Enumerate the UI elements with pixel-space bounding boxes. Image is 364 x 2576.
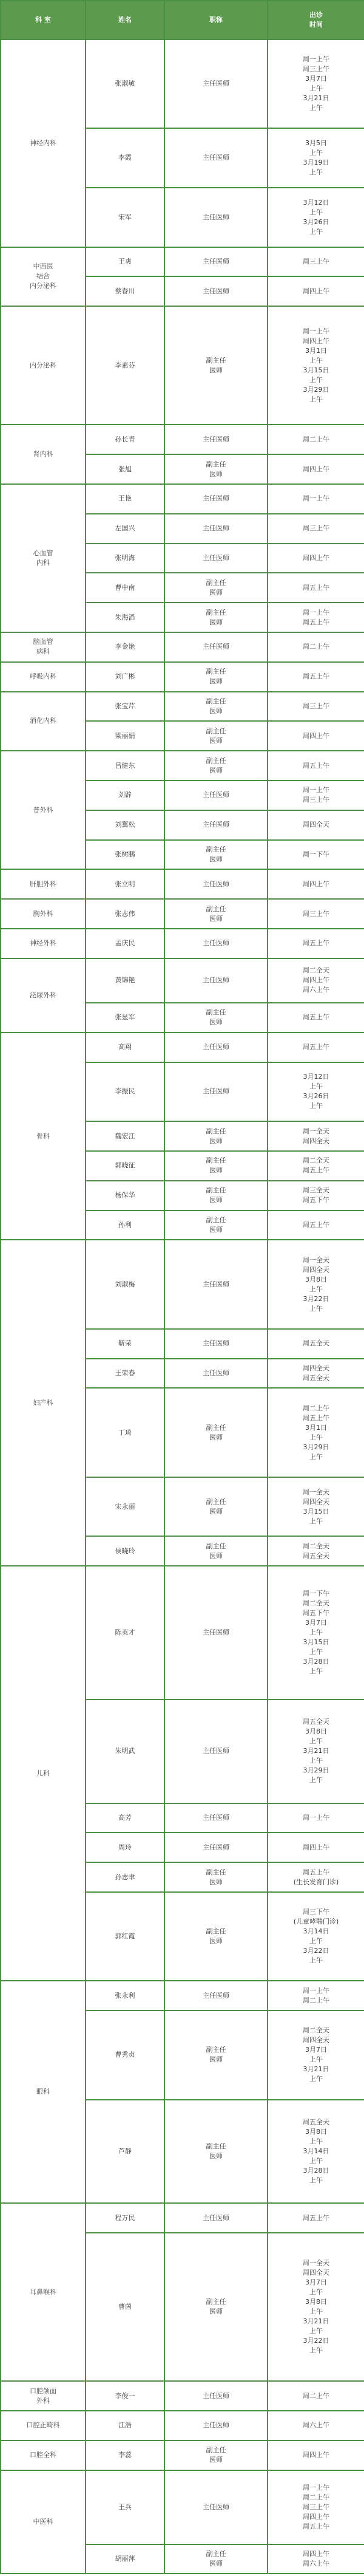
table-row [1,2441,364,2470]
doctor-title-cell: 副主任 医师 [164,1892,268,1981]
department-cell: 胸外科 [1,899,86,929]
clinic-time-cell: 周三上午 [268,514,364,544]
doctor-title-cell: 副主任 医师 [164,662,268,692]
clinic-time-cell: 周三上午 [268,899,364,929]
department-cell: 肾内科 [1,425,86,484]
department-cell: 骨科 [1,1033,86,1240]
doctor-name-cell: 刘淑梅 [86,1240,164,1328]
clinic-time-cell: 周一上午 [268,1803,364,1833]
doctor-name-cell: 宋军 [86,188,164,247]
doctor-name-cell: 张宝芹 [86,692,164,722]
doctor-name-cell: 王艳 [86,484,164,514]
clinic-time-cell: 周一上午 周二上午 周三上午 周四上午 周五上午 [268,2470,364,2544]
department-cell: 眼科 [1,1981,86,2203]
doctor-title-cell: 主任医师 [164,1329,268,1359]
doctor-name-cell: 靳荣 [86,1329,164,1359]
doctor-title-cell: 主任医师 [164,810,268,840]
doctor-name-cell: 刘翼松 [86,810,164,840]
header-time: 出诊 时间 [268,1,364,39]
clinic-time-cell: 周二全天 周四上午 周六上午 [268,958,364,1003]
table-header-row [1,1,364,39]
doctor-title-cell: 副主任 医师 [164,306,268,425]
doctor-name-cell: 曹茵 [86,2233,164,2381]
table-row [1,306,364,425]
doctor-name-cell: 李俊一 [86,2381,164,2411]
doctor-name-cell: 高芳 [86,1803,164,1833]
clinic-time-cell: 周三全天 周五下午 [268,1181,364,1211]
doctor-title-cell: 主任医师 [164,1981,268,2011]
doctor-name-cell: 陈英才 [86,1566,164,1700]
clinic-time-cell: 周四上午 [268,544,364,573]
doctor-title-cell: 主任医师 [164,1240,268,1328]
doctor-name-cell: 张淑敏 [86,39,164,128]
doctor-title-cell: 副主任 医师 [164,1536,268,1566]
clinic-time-cell: 周二上午 [268,2381,364,2411]
doctor-name-cell: 宋永丽 [86,1477,164,1537]
doctor-name-cell: 蔡春川 [86,276,164,306]
doctor-title-cell: 副主任 医师 [164,2441,268,2470]
doctor-title-cell: 主任医师 [164,2381,268,2411]
header-dept: 科 室 [1,1,86,39]
doctor-name-cell: 梁丽娟 [86,721,164,751]
clinic-time-cell: 周四上午 周六上午 [268,2544,364,2574]
doctor-title-cell: 主任医师 [164,1033,268,1062]
clinic-time-cell: 周一上午 周五上午 [268,603,364,632]
doctor-name-cell: 杨保华 [86,1181,164,1211]
doctor-name-cell: 朱明武 [86,1700,164,1803]
department-cell: 儿科 [1,1566,86,1981]
clinic-time-cell: 周五上午 [268,1033,364,1062]
doctor-name-cell: 朱海滔 [86,603,164,632]
clinic-time-cell: 周二上午 [268,425,364,454]
doctor-title-cell: 主任医师 [164,1566,268,1700]
table-row [1,2411,364,2441]
doctor-title-cell: 主任医师 [164,425,268,454]
doctor-title-cell: 主任医师 [164,128,268,188]
clinic-time-cell: 周一全天 周四全天 3月15日 上午 [268,1477,364,1537]
doctor-title-cell: 主任医师 [164,1062,268,1122]
clinic-time-cell: 周四全天 周五全天 [268,1359,364,1389]
doctor-name-cell: 魏宏江 [86,1121,164,1151]
doctor-title-cell: 主任医师 [164,781,268,810]
table-row [1,2470,364,2544]
doctor-title-cell: 副主任 医师 [164,1121,268,1151]
doctor-name-cell: 周玲 [86,1833,164,1862]
table-row [1,1240,364,1328]
department-cell: 神经内科 [1,39,86,247]
doctor-title-cell: 主任医师 [164,514,268,544]
clinic-time-cell: 周三上午 [268,247,364,277]
table-row [1,899,364,929]
clinic-time-cell: 周二上午 [268,632,364,662]
doctor-title-cell: 副主任 医师 [164,1477,268,1537]
doctor-title-cell: 主任医师 [164,869,268,899]
doctor-title-cell: 副主任 医师 [164,2011,268,2099]
doctor-name-cell: 李金艳 [86,632,164,662]
clinic-time-cell: 周二全天 周五上午 [268,1151,364,1181]
doctor-title-cell: 副主任 医师 [164,2100,268,2204]
doctor-name-cell: 孙利 [86,1211,164,1240]
clinic-time-cell: 周一上午 周三上午 [268,781,364,810]
table-row [1,692,364,722]
doctor-title-cell: 副主任 医师 [164,692,268,722]
clinic-time-cell: 周一下午 周二全天 周五下午 3月7日 上午 3月15日 上午 3月28日 上午 [268,1566,364,1700]
doctor-title-cell: 副主任 医师 [164,603,268,632]
doctor-title-cell: 主任医师 [164,2203,268,2233]
department-cell: 口腔全科 [1,2441,86,2470]
doctor-name-cell: 孙志聿 [86,1862,164,1892]
table-row [1,1981,364,2011]
clinic-time-cell: 周四上午 [268,276,364,306]
department-cell: 妇产科 [1,1240,86,1566]
doctor-title-cell: 主任医师 [164,632,268,662]
table-row [1,632,364,662]
doctor-name-cell: 孙长青 [86,425,164,454]
header-title: 职称 [164,1,268,39]
clinic-time-cell: 周五全天 3月8日 上午 3月21日 上午 3月29日 上午 [268,1700,364,1803]
doctor-name-cell: 江浩 [86,2411,164,2441]
table-row [1,484,364,514]
doctor-name-cell: 王爽 [86,247,164,277]
table-row [1,958,364,1003]
header-name: 姓名 [86,1,164,39]
doctor-title-cell: 主任医师 [164,276,268,306]
department-cell: 口腔颌面 外科 [1,2381,86,2411]
clinic-time-cell: 周五上午 [268,929,364,958]
department-cell: 呼吸内科 [1,662,86,692]
doctor-title-cell: 副主任 医师 [164,1211,268,1240]
clinic-time-cell: 周二全天 周五全天 [268,1536,364,1566]
doctor-title-cell: 副主任 医师 [164,454,268,484]
table-body [1,39,364,2574]
clinic-time-cell: 周五全天 3月8日 上午 3月14日 上午 3月28日 上午 [268,2100,364,2204]
clinic-time-cell: 周五上午 [268,751,364,781]
doctor-name-cell: 张志伟 [86,899,164,929]
table-row [1,1033,364,1062]
doctor-title-cell: 主任医师 [164,188,268,247]
doctor-title-cell: 主任医师 [164,484,268,514]
department-cell: 中医科 [1,2470,86,2574]
doctor-name-cell: 芦静 [86,2100,164,2204]
table-row [1,425,364,454]
clinic-time-cell: 周四全天 [268,810,364,840]
table-row [1,751,364,781]
table-row [1,929,364,958]
doctor-title-cell: 副主任 医师 [164,1181,268,1211]
clinic-time-cell: 周四上午 [268,1833,364,1862]
department-cell: 心血管 内科 [1,484,86,632]
clinic-time-cell: 周五上午 [268,1211,364,1240]
clinic-time-cell: 周四上午 [268,454,364,484]
table-row [1,869,364,899]
clinic-time-cell: 周一上午 周四上午 3月1日 上午 3月15日 上午 3月29日 上午 [268,306,364,425]
doctor-name-cell: 郭红霞 [86,1892,164,1981]
doctor-name-cell: 李振民 [86,1062,164,1122]
doctor-name-cell: 李蕊 [86,2441,164,2470]
table-row [1,1566,364,1700]
doctor-title-cell: 副主任 医师 [164,1151,268,1181]
doctor-name-cell: 张立明 [86,869,164,899]
clinic-time-cell: 周三下午 (儿童哮喘门诊) 3月14日 上午 3月22日 上午 [268,1892,364,1981]
doctor-name-cell: 左国兴 [86,514,164,544]
doctor-title-cell: 主任医师 [164,544,268,573]
doctor-title-cell: 副主任 医师 [164,1003,268,1033]
clinic-time-cell: 周二上午 周五上午 3月1日 上午 3月29日 上午 [268,1388,364,1477]
department-cell: 耳鼻喉科 [1,2203,86,2381]
doctor-title-cell: 副主任 医师 [164,2544,268,2574]
doctor-title-cell: 副主任 医师 [164,899,268,929]
doctor-title-cell: 主任医师 [164,1803,268,1833]
table-row [1,39,364,128]
doctor-title-cell: 主任医师 [164,2470,268,2544]
doctor-name-cell: 郭晓征 [86,1151,164,1181]
clinic-time-cell: 周一全天 周四全天 3月7日 上午 3月8日 上午 3月21日 上午 3月22日 上午 [268,2233,364,2381]
doctor-name-cell: 侯晓玲 [86,1536,164,1566]
doctor-name-cell: 吕健东 [86,751,164,781]
department-cell: 神经外科 [1,929,86,958]
clinic-time-cell: 周三上午 [268,692,364,722]
doctor-name-cell: 刘广彬 [86,662,164,692]
doctor-title-cell: 主任医师 [164,39,268,128]
clinic-time-cell: 周一全天 周四全天 [268,1121,364,1151]
clinic-time-cell: 3月5日 上午 3月19日 上午 [268,128,364,188]
department-cell: 中西医 结合 内分泌科 [1,247,86,307]
doctor-title-cell: 副主任 医师 [164,751,268,781]
doctor-title-cell: 主任医师 [164,958,268,1003]
doctor-title-cell: 副主任 医师 [164,840,268,870]
doctor-title-cell: 主任医师 [164,1359,268,1389]
department-cell: 泌尿外科 [1,958,86,1033]
doctor-name-cell: 李素芬 [86,306,164,425]
table-row [1,247,364,277]
doctor-title-cell: 副主任 医师 [164,1388,268,1477]
doctor-title-cell: 副主任 医师 [164,1862,268,1892]
department-cell: 消化内科 [1,692,86,751]
clinic-time-cell: 周五全天 [268,1329,364,1359]
doctor-name-cell: 孟庆民 [86,929,164,958]
clinic-time-cell: 周五上午 [268,662,364,692]
clinic-time-cell: 周一全天 周四全天 3月8日 上午 3月22日 上午 [268,1240,364,1328]
table-row [1,662,364,692]
doctor-name-cell: 程万民 [86,2203,164,2233]
doctor-title-cell: 主任医师 [164,2411,268,2441]
department-cell: 口腔正畸科 [1,2411,86,2441]
clinic-time-cell: 周一上午 周二上午 [268,1981,364,2011]
doctor-name-cell: 胡丽萍 [86,2544,164,2574]
doctor-name-cell: 高翔 [86,1033,164,1062]
clinic-time-cell: 3月12日 上午 3月26日 上午 [268,188,364,247]
doctor-name-cell: 张明海 [86,544,164,573]
doctor-title-cell: 副主任 医师 [164,721,268,751]
doctor-title-cell: 副主任 医师 [164,573,268,603]
clinic-time-cell: 周一下午 [268,840,364,870]
doctor-title-cell: 主任医师 [164,247,268,277]
department-cell: 普外科 [1,751,86,869]
doctor-title-cell: 主任医师 [164,929,268,958]
doctor-name-cell: 曹中南 [86,573,164,603]
doctor-name-cell: 王兵 [86,2470,164,2544]
doctor-name-cell: 张旭 [86,454,164,484]
doctor-name-cell: 黄锦艳 [86,958,164,1003]
doctor-name-cell: 张永利 [86,1981,164,2011]
doctor-name-cell: 王荣春 [86,1359,164,1389]
clinic-time-cell: 周四上午 [268,721,364,751]
clinic-time-cell: 周五上午 [268,1003,364,1033]
doctor-title-cell: 主任医师 [164,1700,268,1803]
doctor-name-cell: 刘辟 [86,781,164,810]
clinic-time-cell: 周五上午 [268,573,364,603]
clinic-time-cell: 周一上午 周三上午 3月7日 上午 3月21日 上午 [268,39,364,128]
clinic-time-cell: 周六上午 [268,2411,364,2441]
clinic-time-cell: 周一上午 [268,484,364,514]
clinic-time-cell: 周五上午 [268,2203,364,2233]
clinic-time-cell: 周二全天 周四全天 3月7日 上午 3月21日 上午 [268,2011,364,2099]
department-cell: 肝胆外科 [1,869,86,899]
doctor-name-cell: 丁琦 [86,1388,164,1477]
department-cell: 脑血管 病科 [1,632,86,662]
doctor-title-cell: 主任医师 [164,1833,268,1862]
table-row [1,2203,364,2233]
clinic-time-cell: 周四上午 [268,869,364,899]
department-cell: 内分泌科 [1,306,86,425]
doctor-title-cell: 副主任 医师 [164,2233,268,2381]
clinic-time-cell: 3月12日 上午 3月26日 上午 [268,1062,364,1122]
clinic-time-cell: 周四上午 [268,2441,364,2470]
doctor-name-cell: 曹秀贞 [86,2011,164,2099]
doctor-name-cell: 张树鹏 [86,840,164,870]
doctor-name-cell: 李霞 [86,128,164,188]
table-row [1,2381,364,2411]
clinic-time-cell: 周五上午 (生长发育门诊) [268,1862,364,1892]
doctor-name-cell: 张显军 [86,1003,164,1033]
